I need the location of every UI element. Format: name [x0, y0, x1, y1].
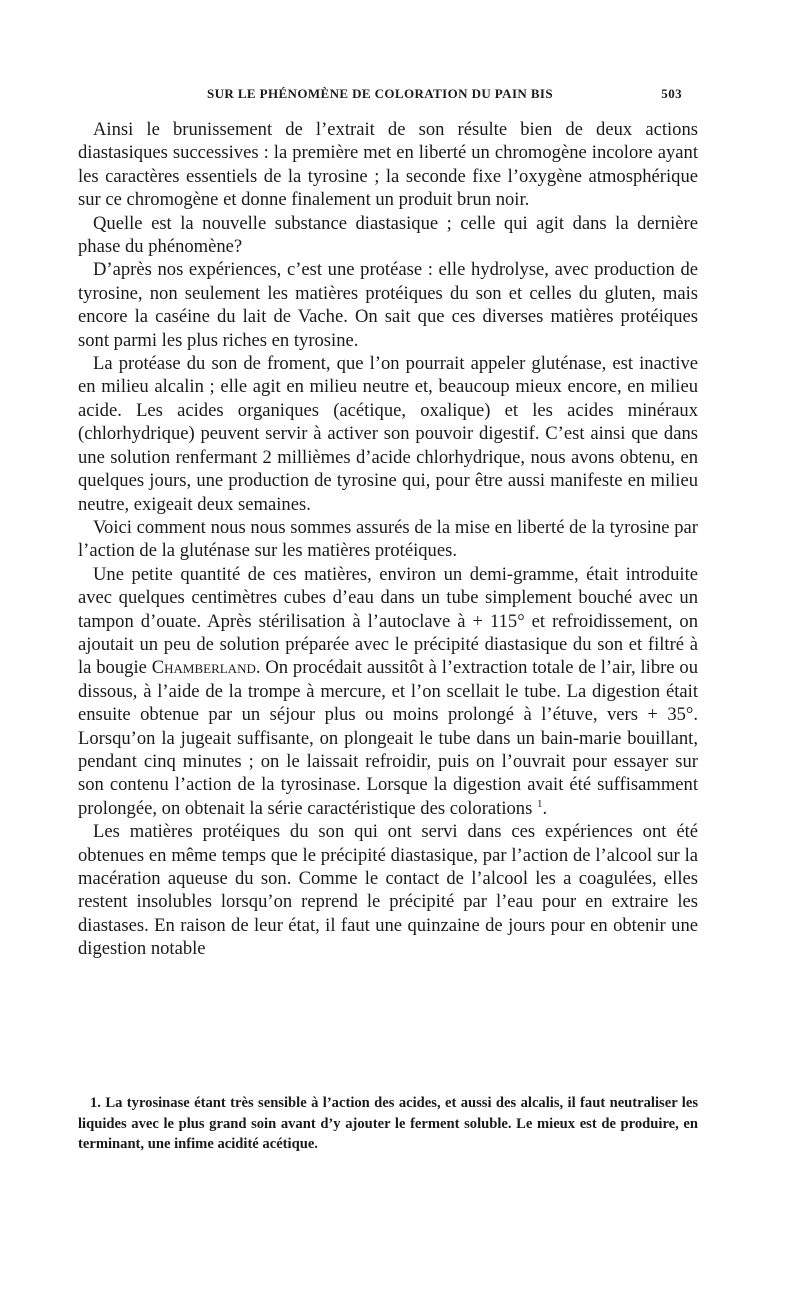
footnote-text: La tyrosinase étant très sensible à l’action des acides, et aussi des alcalis, il faut neutraliser les liquides avec le plus grand soin avant d’y ajouter le ferment soluble. Le mieux est de produire, en terminant, une infime acidité acétique.: [78, 1095, 699, 1152]
footnote: [78, 1093, 698, 1155]
paragraph-6: [78, 563, 698, 820]
running-header: [78, 86, 682, 108]
paragraph-6-end: .: [542, 797, 548, 819]
paragraph-4: La protéase du son de froment, que l’on pourrait appeler gluténase, est inactive en milieu alcalin ; elle agit en milieu neutre et, beaucoup mieux encore, en milieu acide. Les acides organiques (acétique, oxalique) et les acides minéraux (chlorhydrique) peuvent servir à activer son pouvoir digestif. C’est ainsi que dans une solution renfermant 2 millièmes d’acide chlorhydrique, nous avons obtenu, en quelques jours, une production de tyrosine qui, pour être aussi manifeste en milieu neutre, exigeait deux semaines.: [78, 353, 698, 515]
paragraph-6-text-b: . On procédait aussitôt à l’extraction totale de l’air, libre ou dissous, à l’aide de la trompe à mercure, et l’on scellait le tube. La digestion était ensuite obtenue par un séjour plus ou moins prolongé à l’étuve, vers + 35°. Lorsqu’on la jugeait suffisante, on plongeait le tube dans un bain-marie bouillant, pendant cinq minutes ; on le laissait refroidir, puis on l’ouvrait pour essayer sur son contenu l’action de la tyrosinase. Lorsque la digestion avait été suffisamment prolongée, on obtenait la série caractéristique des colorations: [78, 657, 698, 819]
paragraph-1: Ainsi le brunissement de l’extrait de son résulte bien de deux actions diastasiques successives : la première met en liberté un chromogène incolore ayant les caractères essentiels de la tyrosine ; la seconde fixe l’oxygène atmosphérique sur ce chromogène et donne finalement un produit brun noir.: [78, 119, 698, 211]
footnote-1: [78, 1093, 698, 1155]
author-name-chamberland: Chamberland: [151, 657, 256, 679]
footnote-reference[interactable]: 1: [537, 797, 543, 810]
body-text: [78, 118, 698, 961]
paragraph-3: D’après nos expériences, c’est une protéase : elle hydrolyse, avec production de tyrosine, non seulement les matières protéiques du son et celles du gluten, mais encore la caséine du lait de Vache. On sait que ces diverses matières protéiques sont parmi les plus riches en tyrosine.: [78, 259, 698, 351]
running-title: SUR LE PHÉNOMÈNE DE COLORATION DU PAIN BIS: [206, 86, 554, 101]
paragraph-2: Quelle est la nouvelle substance diastasique ; celle qui agit dans la dernière phase du phénomène?: [78, 212, 698, 258]
paragraph-5: Voici comment nous nous sommes assurés de la mise en liberté de la tyrosine par l’action de la gluténase sur les matières protéiques.: [78, 516, 698, 562]
footnote-marker: 1.: [90, 1095, 101, 1111]
paragraph-7: Les matières protéiques du son qui ont servi dans ces expériences ont été obtenues en même temps que le précipité diastasique, par l’action de l’alcool sur la macération aqueuse du son. Comme le contact de l’alcool les a coagulées, elles restent insolubles lorsqu’on reprend le précipité par l’eau pour en extraire les diastases. En raison de leur état, il faut une quinzaine de jours pour en obtenir une digestion notable: [78, 821, 698, 960]
page-number: 503: [661, 86, 682, 101]
paragraph-6-text-a: Une petite quantité de ces matières, environ un demi-gramme, était introduite avec quelques centimètres cubes d’eau dans un tube simplement bouché avec un tampon d’ouate. Après stérilisation à l’autoclave à + 115° et refroidissement, on ajoutait un peu de solution préparée avec le précipité diastasique du son et filtré à la bougie: [78, 563, 698, 679]
